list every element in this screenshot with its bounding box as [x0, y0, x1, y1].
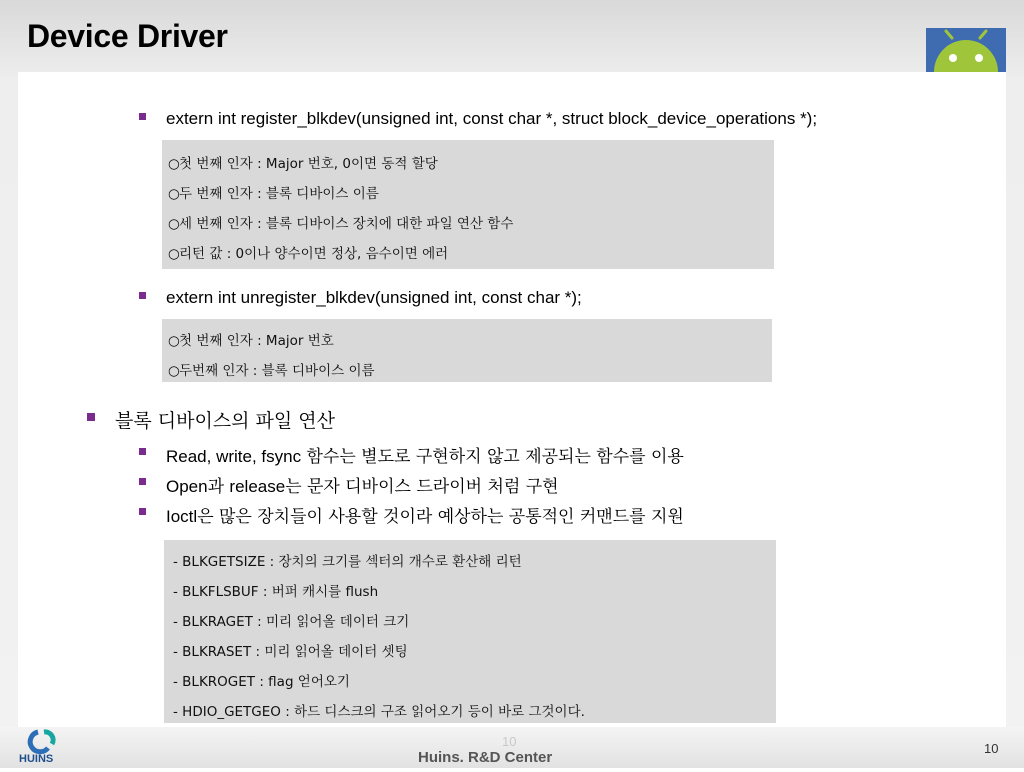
bullet-marker [139, 113, 146, 120]
huins-logo-icon [18, 728, 80, 768]
footer-ghost-number: 10 [502, 734, 517, 749]
slide-title: Device Driver [27, 18, 228, 54]
bullet-marker [139, 292, 146, 299]
bullet-marker [139, 448, 146, 455]
command-item: - BLKROGET : flag 얻어오기 [173, 674, 350, 690]
ioctl-bullet: Ioctl은 많은 장치들이 사용할 것이라 예상하는 공통적인 커맨드를 지원 [166, 507, 684, 527]
circle-bullet-icon: ○ [168, 333, 180, 349]
open-release-bullet: Open과 release는 문자 디바이스 드라이버 처럼 구현 [166, 477, 559, 497]
android-robot-icon [926, 28, 1006, 72]
bullet-marker [139, 508, 146, 515]
unregister-blkdev-heading: extern int unregister_blkdev(unsigned int, const char *); [166, 288, 582, 307]
command-item: - BLKRAGET : 미리 읽어올 데이터 크기 [173, 614, 410, 630]
box-list-item: ○리턴 값 : 0이나 양수이면 정상, 음수이면 에러 [168, 246, 449, 262]
command-item: - BLKGETSIZE : 장치의 크기를 섹터의 개수로 환산해 리턴 [173, 554, 522, 570]
read-write-bullet: Read, write, fsync 함수는 별도로 구현하지 않고 제공되는 함수를 이용 [166, 447, 684, 467]
command-item: - BLKFLSBUF : 버퍼 캐시를 flush [173, 584, 379, 600]
circle-bullet-icon: ○ [168, 246, 180, 262]
register-args-box [162, 140, 774, 269]
box-list-item: ○첫 번째 인자 : Major 번호 [168, 333, 334, 349]
register-blkdev-heading: extern int register_blkdev(unsigned int, const char *, struct block_device_operations *); [166, 109, 818, 128]
bullet-marker [139, 478, 146, 485]
box-list-item: ○두 번째 인자 : 블록 디바이스 이름 [168, 186, 379, 202]
page-number: 10 [984, 741, 999, 756]
huins-logo-text: HUINS [19, 753, 54, 765]
command-item: - BLKRASET : 미리 읽어올 데이터 셋팅 [173, 644, 408, 660]
box-list-item: ○두번째 인자 : 블록 디바이스 이름 [168, 363, 375, 379]
circle-bullet-icon: ○ [168, 363, 180, 379]
circle-bullet-icon: ○ [168, 216, 180, 232]
unregister-args-box [162, 319, 772, 382]
ioctl-commands-box [164, 540, 776, 723]
circle-bullet-icon: ○ [168, 156, 180, 172]
file-ops-heading: 블록 디바이스의 파일 연산 [115, 410, 336, 432]
bullet-marker [87, 413, 95, 421]
box-list-item: ○첫 번째 인자 : Major 번호, 0이면 동적 할당 [168, 156, 438, 172]
circle-bullet-icon: ○ [168, 186, 180, 202]
footer-company-name: Huins. R&D Center [418, 749, 553, 766]
box-list-item: ○세 번째 인자 : 블록 디바이스 장치에 대한 파일 연산 함수 [168, 216, 514, 232]
command-item: - HDIO_GETGEO : 하드 디스크의 구조 읽어오기 등이 바로 그것이다. [173, 704, 585, 720]
